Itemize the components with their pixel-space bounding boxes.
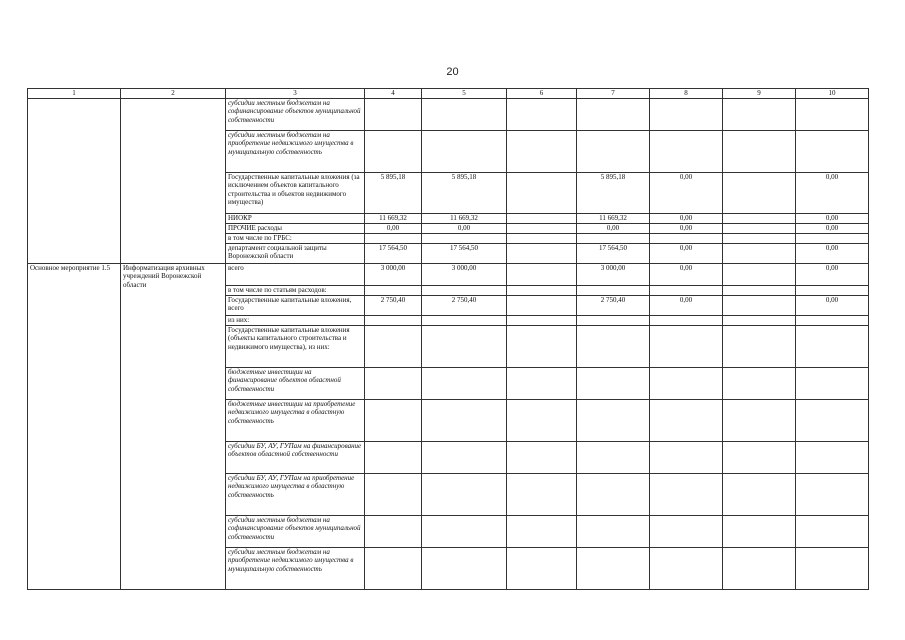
value-cell: 11 669,32 [422,214,507,224]
expense-item: всего [226,264,365,286]
expense-item: Государственные капитальные вложения (объекты капитального строительства и недвижимого имущества), из них: [226,326,365,368]
expense-item: субсидии местным бюджетам на софинансирование объектов муниципальной собственности [226,99,365,131]
column-header: 4 [365,89,422,99]
value-cell: 0,00 [650,264,723,286]
expense-item: из них: [226,316,365,326]
expense-item: департамент социальной защиты Воронежской области [226,244,365,264]
value-cell: 2 750,40 [365,296,422,316]
value-cell: 17 564,50 [365,244,422,264]
expense-item: в том числе по статьям расходов: [226,286,365,296]
expense-item: Государственные капитальные вложения, всего [226,296,365,316]
table-row [28,264,869,286]
column-header: 2 [121,89,226,99]
value-cell: 0,00 [796,244,869,264]
expense-item: бюджетные инвестиции на финансирование объектов областной собственности [226,368,365,400]
title-cell [121,99,226,264]
value-cell: 0,00 [796,264,869,286]
value-cell: 2 750,40 [422,296,507,316]
column-header: 7 [577,89,650,99]
value-cell: 0,00 [577,224,650,234]
value-cell: 0,00 [365,224,422,234]
value-cell: 5 895,18 [365,173,422,214]
expense-item: субсидии местным бюджетам на приобретение недвижимого имущества в муниципальную собственность [226,131,365,173]
column-header: 1 [28,89,121,99]
value-cell: 3 000,00 [577,264,650,286]
column-header: 6 [507,89,577,99]
value-cell: 3 000,00 [365,264,422,286]
column-header: 9 [723,89,796,99]
column-header: 10 [796,89,869,99]
expense-item: бюджетные инвестиции на приобретение недвижимого имущества в областную собственность [226,400,365,442]
value-cell: 0,00 [422,224,507,234]
expense-item: субсидии местным бюджетам на софинансирование объектов муниципальной собственности [226,516,365,548]
title-cell: Информатизация архивных учреждений Воронежской области [121,264,226,590]
value-cell: 11 669,32 [365,214,422,224]
value-cell: 0,00 [650,173,723,214]
measure-cell [28,99,121,264]
expense-item: Государственные капитальные вложения (за исключением объектов капитального строительства и объектов недвижимого имущества) [226,173,365,214]
value-cell: 0,00 [796,296,869,316]
column-number-header [28,89,869,99]
expense-item: субсидии местным бюджетам на приобретение недвижимого имущества в муниципальную собственность [226,548,365,590]
expense-item: субсидии БУ, АУ, ГУПам на приобретение недвижимого имущества в областную собственность [226,474,365,516]
value-cell: 2 750,40 [577,296,650,316]
measure-cell: Основное мероприятие 1.5 [28,264,121,590]
table-row [28,99,869,131]
value-cell: 0,00 [650,296,723,316]
column-header: 3 [226,89,365,99]
value-cell: 17 564,50 [422,244,507,264]
value-cell: 5 895,18 [422,173,507,214]
expense-item: субсидии БУ, АУ, ГУПам на финансирование объектов областной собственности [226,442,365,474]
page-number: 20 [446,66,459,78]
budget-table [27,88,869,590]
value-cell: 3 000,00 [422,264,507,286]
expense-item: в том числе по ГРБС: [226,234,365,244]
value-cell: 0,00 [650,224,723,234]
column-header: 5 [422,89,507,99]
column-header: 8 [650,89,723,99]
value-cell: 0,00 [650,244,723,264]
value-cell: 0,00 [796,214,869,224]
value-cell: 0,00 [796,224,869,234]
value-cell: 5 895,18 [577,173,650,214]
value-cell: 0,00 [796,173,869,214]
value-cell: 17 564,50 [577,244,650,264]
value-cell: 11 669,32 [577,214,650,224]
value-cell: 0,00 [650,214,723,224]
expense-item: НИОКР [226,214,365,224]
expense-item: ПРОЧИЕ расходы [226,224,365,234]
